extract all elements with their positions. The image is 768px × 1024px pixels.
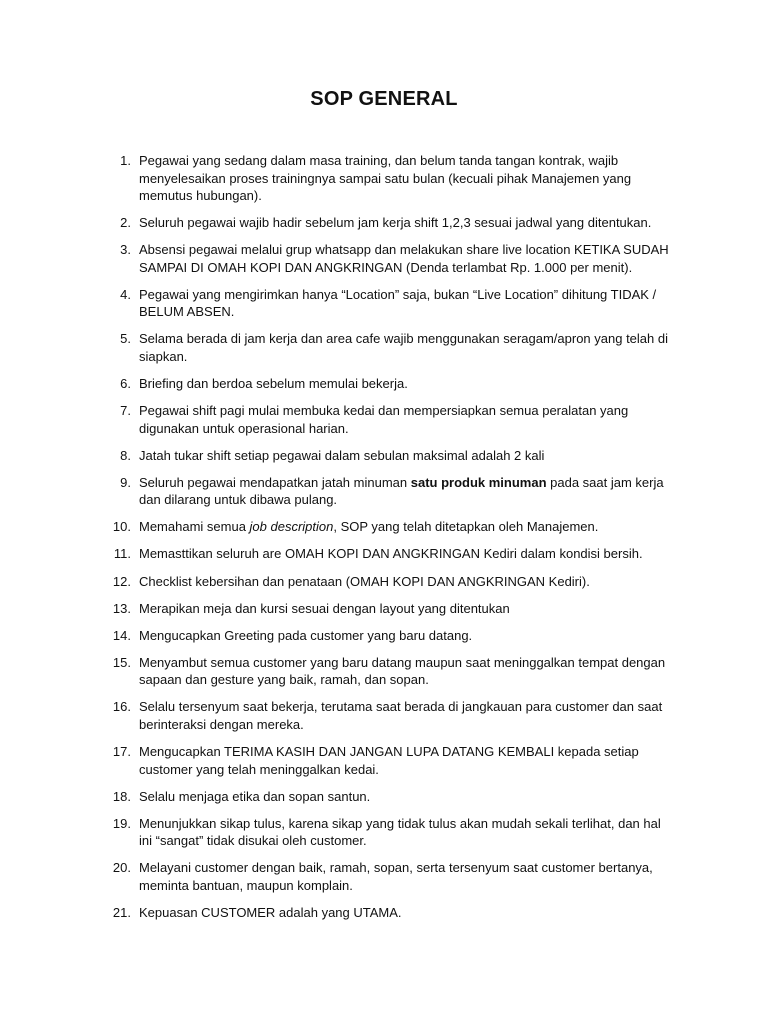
list-item-text [139,286,670,321]
list-item-number: 8. [120,447,131,463]
list-item-text [139,375,670,393]
list-item-text [139,518,670,536]
list-item [100,152,670,205]
document-title: SOP GENERAL [310,88,458,110]
list-item-number: 4. [120,286,131,302]
list-item-number: 6. [120,375,131,391]
list-item-number: 21. [112,904,131,920]
list-item-text [139,815,670,850]
list-item-number: 9. [120,474,131,490]
list-item-number: 20. [112,860,131,876]
list-item-text-part: Kepuasan CUSTOMER adalah yang UTAMA. [139,904,402,920]
list-item-text-part: Seluruh pegawai mendapatkan jatah minuman [139,474,411,490]
list-item-number: 12. [112,573,131,589]
list-item-text-part: Pegawai shift pagi mulai membuka kedai dan mempersiapkan semua peralatan yang digunakan untuk operasional harian. [139,403,629,436]
list-item [100,743,670,778]
list-item-text-part: Selalu tersenyum saat bekerja, terutama saat berada di jangkauan para customer dan saat berinteraksi dengan mereka. [139,699,663,732]
list-item [100,375,670,393]
list-item-number: 18. [112,788,131,804]
list-item-number: 15. [112,654,131,670]
list-item-text [139,627,670,645]
list-item-text-part: Jatah tukar shift setiap pegawai dalam sebulan maksimal adalah 2 kali [139,447,545,463]
list-item-text [139,573,670,591]
list-item [100,815,670,850]
list-item-text [139,474,670,509]
list-item-number: 14. [112,627,131,643]
list-item-number: 2. [120,215,131,231]
list-item-number: 19. [112,815,131,831]
list-item [100,402,670,437]
list-item-text-part: Menyambut semua customer yang baru datang maupun saat meninggalkan tempat dengan sapaan dan gesture yang baik, ramah, dan sopan. [139,654,666,688]
list-item [100,859,670,894]
list-item-text-part: Absensi pegawai melalui grup whatsapp dan melakukan share live location KETIKA SUDAH SAMPAI DI OMAH KOPI DAN ANGKRINGAN (Denda terlambat Rp. 1.000 per menit). [139,242,669,275]
list-item-text-part: satu produk minuman [410,474,547,490]
list-item-text-part: Merapikan meja dan kursi sesuai dengan layout yang ditentukan [139,600,510,616]
list-item [100,447,670,465]
list-item-text [139,654,670,689]
list-item-text-part: Memahami semua [139,519,250,535]
list-item [100,474,670,509]
list-item-number: 10. [112,519,131,535]
list-item [100,698,670,733]
list-item-text-part: Mengucapkan TERIMA KASIH DAN JANGAN LUPA DATANG KEMBALI kepada setiap customer yang telah meninggalkan kedai. [139,744,639,777]
list-item-text-part: Melayani customer dengan baik, ramah, sopan, serta tersenyum saat customer bertanya, meminta bantuan, maupun komplain. [139,860,653,893]
list-item-text [139,788,670,806]
list-item-text [139,545,670,563]
list-item-number: 16. [112,699,131,715]
list-item [100,788,670,806]
list-item-text [139,214,670,232]
list-item-text-part: Seluruh pegawai wajib hadir sebelum jam kerja shift 1,2,3 sesuai jadwal yang ditentukan. [139,215,652,231]
list-item-text [139,904,670,922]
list-item-text [139,402,670,437]
list-item-text-part: Memasttikan seluruh are OMAH KOPI DAN ANGKRINGAN Kediri dalam kondisi bersih. [139,546,643,562]
list-item [100,330,670,365]
list-item-number: 11. [113,546,131,562]
list-item-text [139,859,670,894]
list-item-text-part: job description [249,519,334,535]
list-item-text-part: Pegawai yang sedang dalam masa training, dan belum tanda tangan kontrak, wajib menyelesaikan proses trainingnya sampai satu bulan (kecuali pihak Manajemen yang memutus hubungan). [139,153,632,203]
list-item [100,518,670,536]
list-item-number: 1. [120,153,131,168]
list-item-text [139,743,670,778]
list-item-text-part: Selalu menjaga etika dan sopan santun. [139,788,371,804]
list-item [100,241,670,276]
list-item-text [139,152,670,205]
list-item [100,600,670,618]
list-item [100,627,670,645]
list-item [100,286,670,321]
list-item-text-part: Checklist kebersihan dan penataan (OMAH KOPI DAN ANGKRINGAN Kediri). [139,573,590,589]
list-item [100,904,670,922]
sop-list [100,152,670,931]
list-item [100,214,670,232]
list-item-text [139,698,670,733]
list-item-text [139,447,670,465]
list-item-number: 17. [112,744,131,759]
list-item-number: 13. [112,600,131,616]
list-item [100,545,670,563]
list-item-text-part: Selama berada di jam kerja dan area cafe wajib menggunakan seragam/apron yang telah di siapkan. [139,331,668,364]
list-item-text [139,600,670,618]
list-item-text-part: Pegawai yang mengirimkan hanya “Location” saja, bukan “Live Location” dihitung TIDAK / BELUM ABSEN. [139,286,657,320]
list-item-number: 7. [120,403,131,419]
list-item [100,654,670,689]
list-item-text-part: Briefing dan berdoa sebelum memulai bekerja. [139,375,408,391]
list-item-number: 5. [120,331,131,347]
list-item-text-part: pada saat jam kerja dan dilarang untuk dibawa pulang. [139,474,664,508]
list-item-text-part: Mengucapkan Greeting pada customer yang baru datang. [139,627,473,643]
list-item-number: 3. [120,242,131,258]
list-item-text [139,330,670,365]
list-item-text [139,241,670,276]
list-item [100,573,670,591]
list-item-text-part: Menunjukkan sikap tulus, karena sikap yang tidak tulus akan mudah sekali terlihat, dan hal ini “sangat” tidak disukai oleh customer. [139,815,661,849]
list-item-text-part: , SOP yang telah ditetapkan oleh Manajemen. [333,519,599,535]
